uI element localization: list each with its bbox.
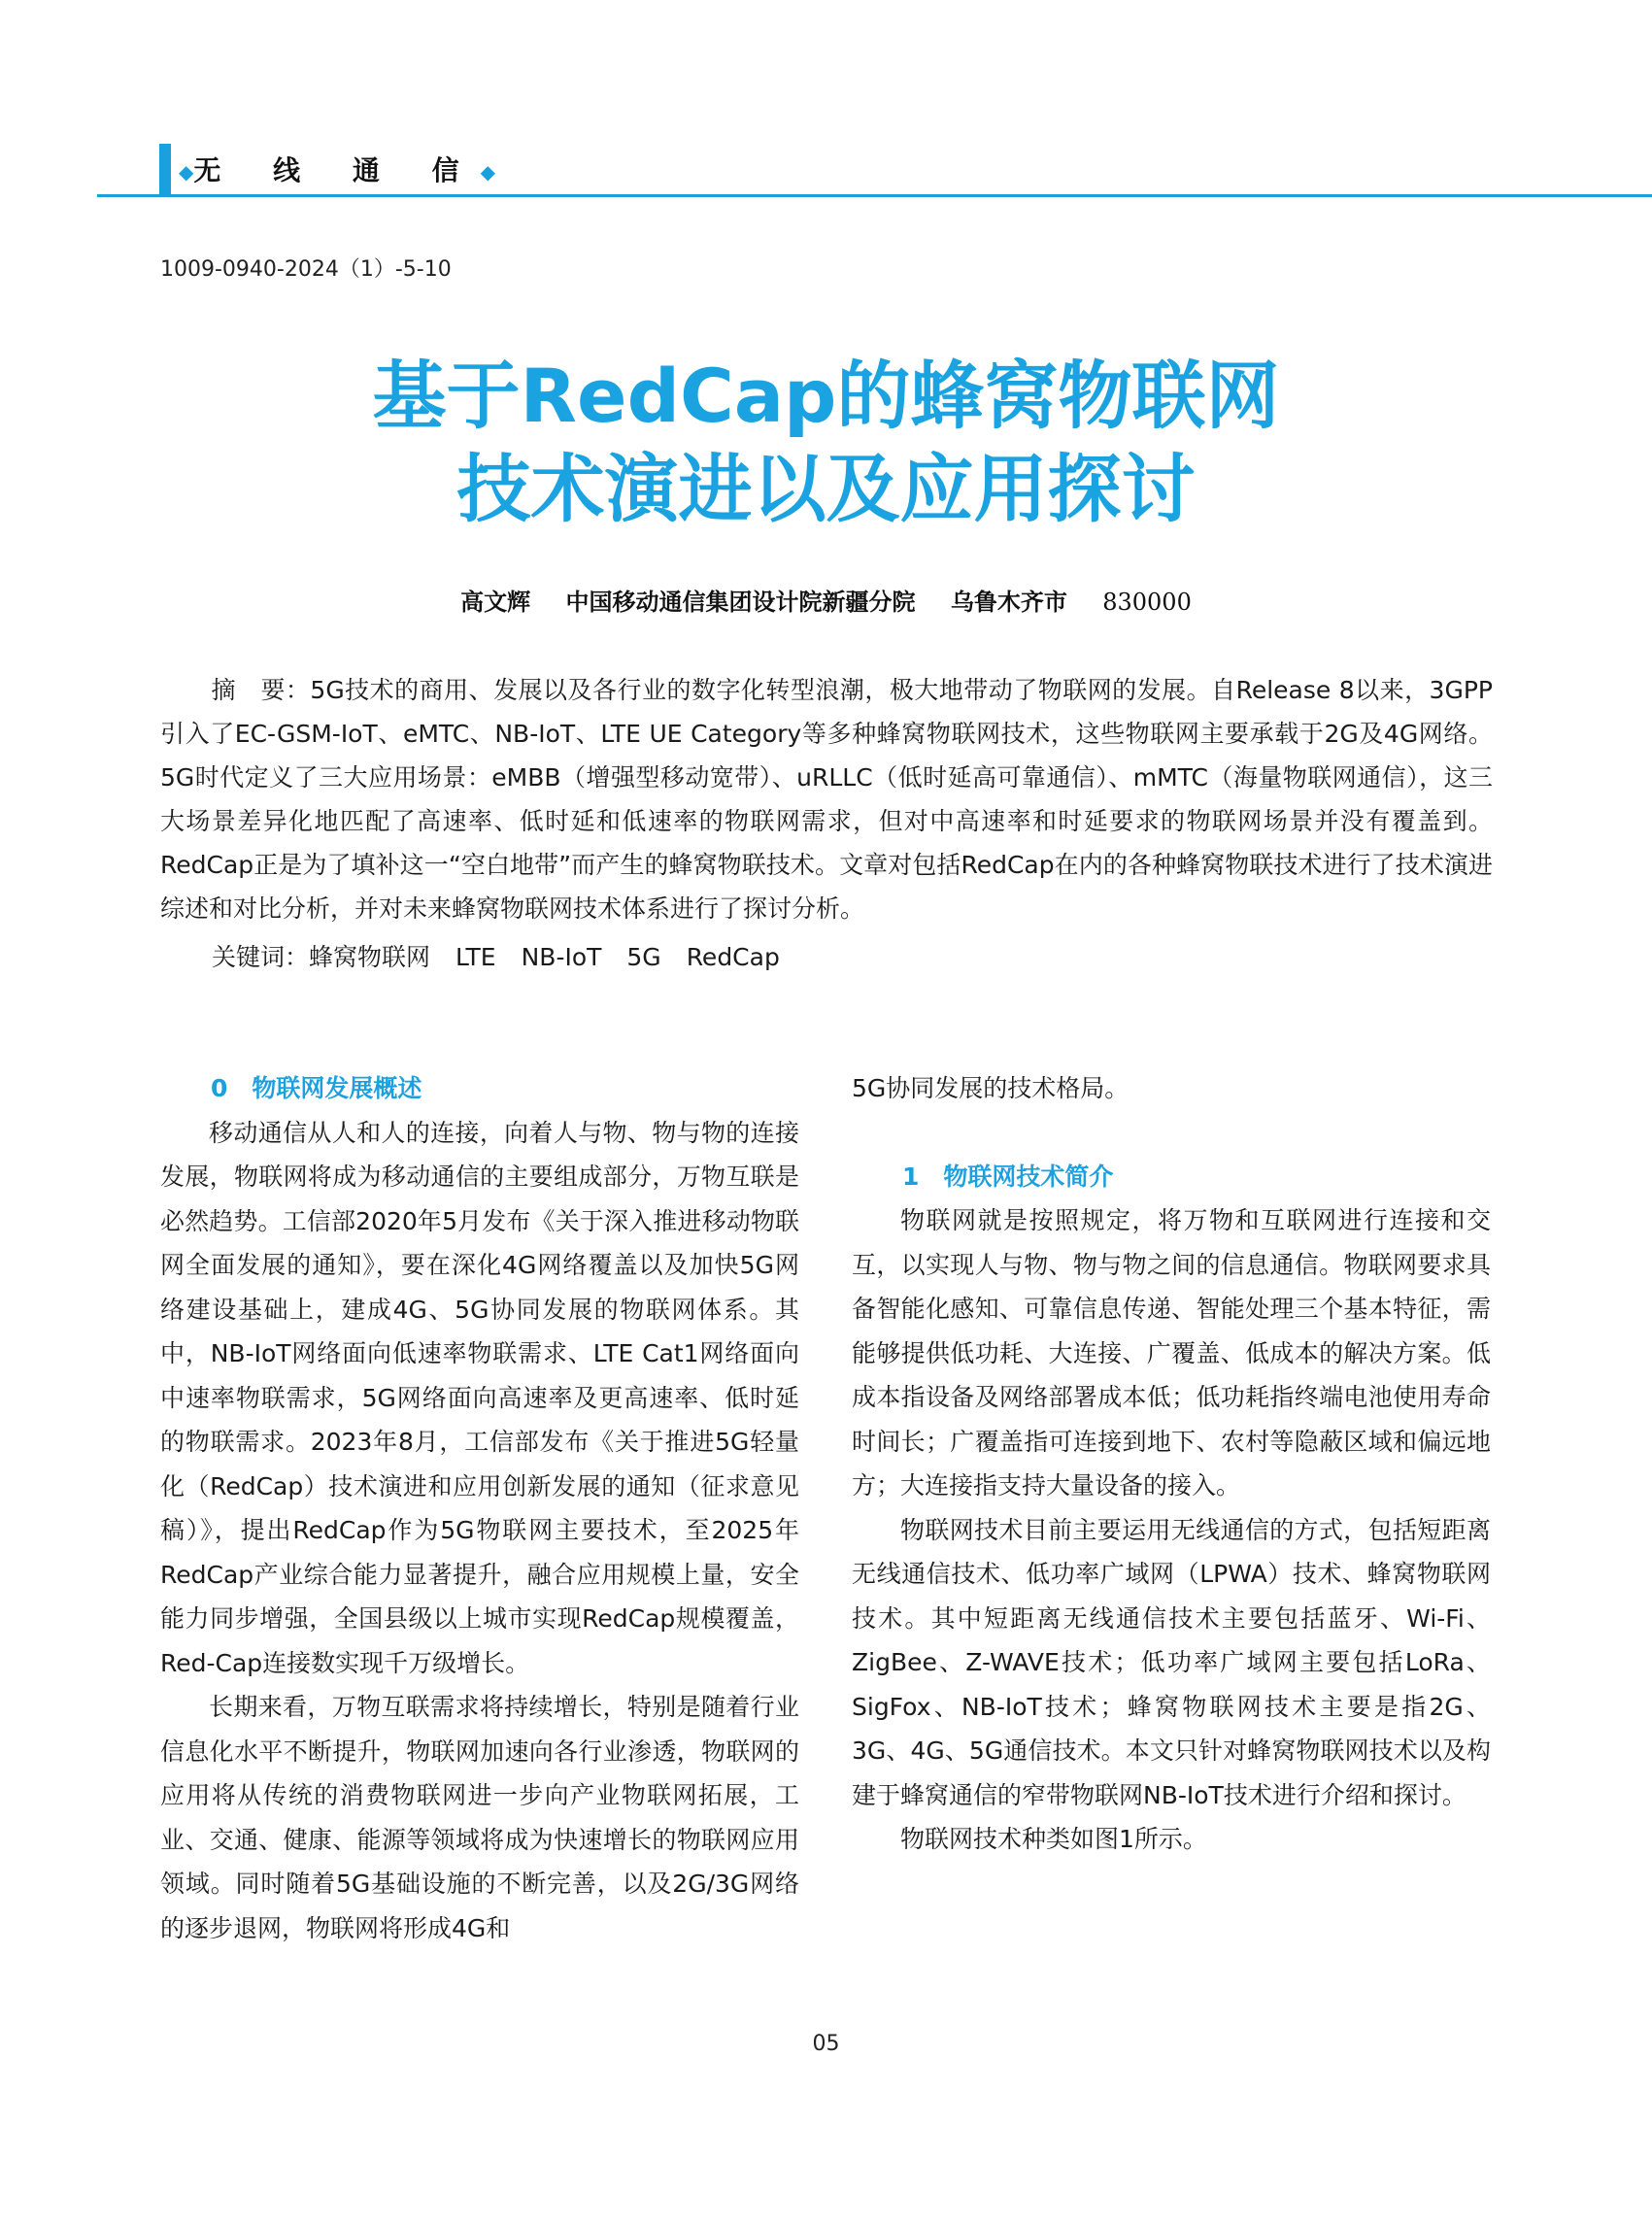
paragraph-continued: 5G协同发展的技术格局。 (852, 1074, 1129, 1102)
paragraph: 长期来看，万物互联需求将持续增长，特别是随着行业信息化水平不断提升，物联网加速向各行业渗透，物联网的应用将从传统的消费物联网进一步向产业物联网拓展，工业、交通、健康、能源等领域将成为快速增长的物联网应用领域。同时随着5G基础设施的不断完善，以及2G/3G网络的逐步退网，物联网将形成4G和 (160, 1693, 799, 1942)
abstract (160, 668, 1493, 930)
abstract-text: 5G技术的商用、发展以及各行业的数字化转型浪潮，极大地带动了物联网的发展。自Release 8以来，3GPP引入了EC-GSM-IoT、eMTC、NB-IoT、LTE UE Category等多种蜂窝物联网技术，这些物联网主要承载于2G及4G网络。5G时代定义了三大应用场景：eMBB（增强型移动宽带）、uRLLC（低时延高可靠通信）、mMTC（海量物联网通信），这三大场景差异化地匹配了高速率、低时延和低速率的物联网需求，但对中高速率和时延要求的物联网场景并没有覆盖到。RedCap正是为了填补这一“空白地带”而产生的蜂窝物联技术。文章对包括RedCap在内的各种蜂窝物联技术进行了技术演进综述和对比分析，并对未来蜂窝物联网技术体系进行了探讨分析。 (160, 676, 1493, 923)
title-line-1: 基于RedCap的蜂窝物联网 (372, 353, 1280, 439)
article-title (0, 350, 1652, 536)
keywords (212, 935, 805, 979)
paragraph: 移动通信从人和人的连接，向着人与物、物与物的连接发展，物联网将成为移动通信的主要组成部分，万物互联是必然趋势。工信部2020年5月发布《关于深入推进移动物联网全面发展的通知》，要在深化4G网络覆盖以及加快5G网络建设基础上，建成4G、5G协同发展的物联网体系。其中，NB-IoT网络面向低速率物联需求、LTE Cat1网络面向中速率物联需求，5G网络面向高速率及更高速率、低时延的物联需求。2023年8月，工信部发布《关于推进5G轻量化（RedCap）技术演进和应用创新发展的通知（征求意见稿）》，提出RedCap作为5G物联网主要技术，至2025年RedCap产业综合能力显著提升，融合应用规模上量，安全能力同步增强，全国县级以上城市实现RedCap规模覆盖，Red-Cap连接数实现千万级增长。 (160, 1118, 799, 1677)
header-divider (97, 194, 1652, 197)
keyword: LTE (455, 943, 496, 971)
paragraph: 物联网技术种类如图1所示。 (900, 1825, 1207, 1853)
page-number: 05 (812, 2032, 840, 2056)
column-right (852, 1066, 1491, 1862)
paragraph: 物联网就是按照规定，将万物和互联网进行连接和交互，以实现人与物、物与物之间的信息通信。物联网要求具备智能化感知、可靠信息传递、智能处理三个基本特征，需能够提供低功耗、大连接、广覆盖、低成本的解决方案。低成本指设备及网络部署成本低；低功耗指终端电池使用寿命时间长；广覆盖指可连接到地下、农村等隐蔽区域和偏远地方；大连接指支持大量设备的接入。 (852, 1206, 1491, 1500)
abstract-label: 摘 要： (211, 676, 311, 704)
keyword: NB-IoT (521, 943, 602, 971)
keyword: RedCap (686, 943, 780, 971)
section-heading: 0 物联网发展概述 (211, 1074, 422, 1102)
keywords-label: 关键词： (212, 943, 310, 971)
title-line-2: 技术演进以及应用探讨 (456, 446, 1196, 532)
section-header (179, 148, 495, 194)
diamond-icon: ◆ (480, 160, 496, 184)
column-left (160, 1066, 799, 1950)
diamond-icon: ◆ (179, 160, 194, 184)
author-line (0, 583, 1652, 617)
paragraph: 物联网技术目前主要运用无线通信的方式，包括短距离无线通信技术、低功率广域网（LPWA）技术、蜂窝物联网技术。其中短距离无线通信技术主要包括蓝牙、Wi-Fi、ZigBee、Z-WAVE技术；低功率广域网主要包括LoRa、SigFox、NB-IoT技术；蜂窝物联网技术主要是指2G、3G、4G、5G通信技术。本文只针对蜂窝物联网技术以及构建于蜂窝通信的窄带物联网NB-IoT技术进行介绍和探讨。 (852, 1515, 1491, 1809)
author-affiliation: 中国移动通信集团设计院新疆分院 (565, 588, 916, 616)
author-city: 乌鲁木齐市 (950, 588, 1067, 616)
section-header-label: 无 线 通 信 (193, 154, 481, 186)
header-accent-bar (159, 144, 171, 194)
author-postcode: 830000 (1102, 589, 1192, 616)
keyword: 蜂窝物联网 (309, 943, 431, 971)
article-code: 1009-0940-2024（1）-5-10 (160, 257, 452, 282)
section-heading: 1 物联网技术简介 (902, 1162, 1114, 1191)
keyword: 5G (626, 943, 661, 971)
author-name: 高文辉 (460, 588, 531, 616)
